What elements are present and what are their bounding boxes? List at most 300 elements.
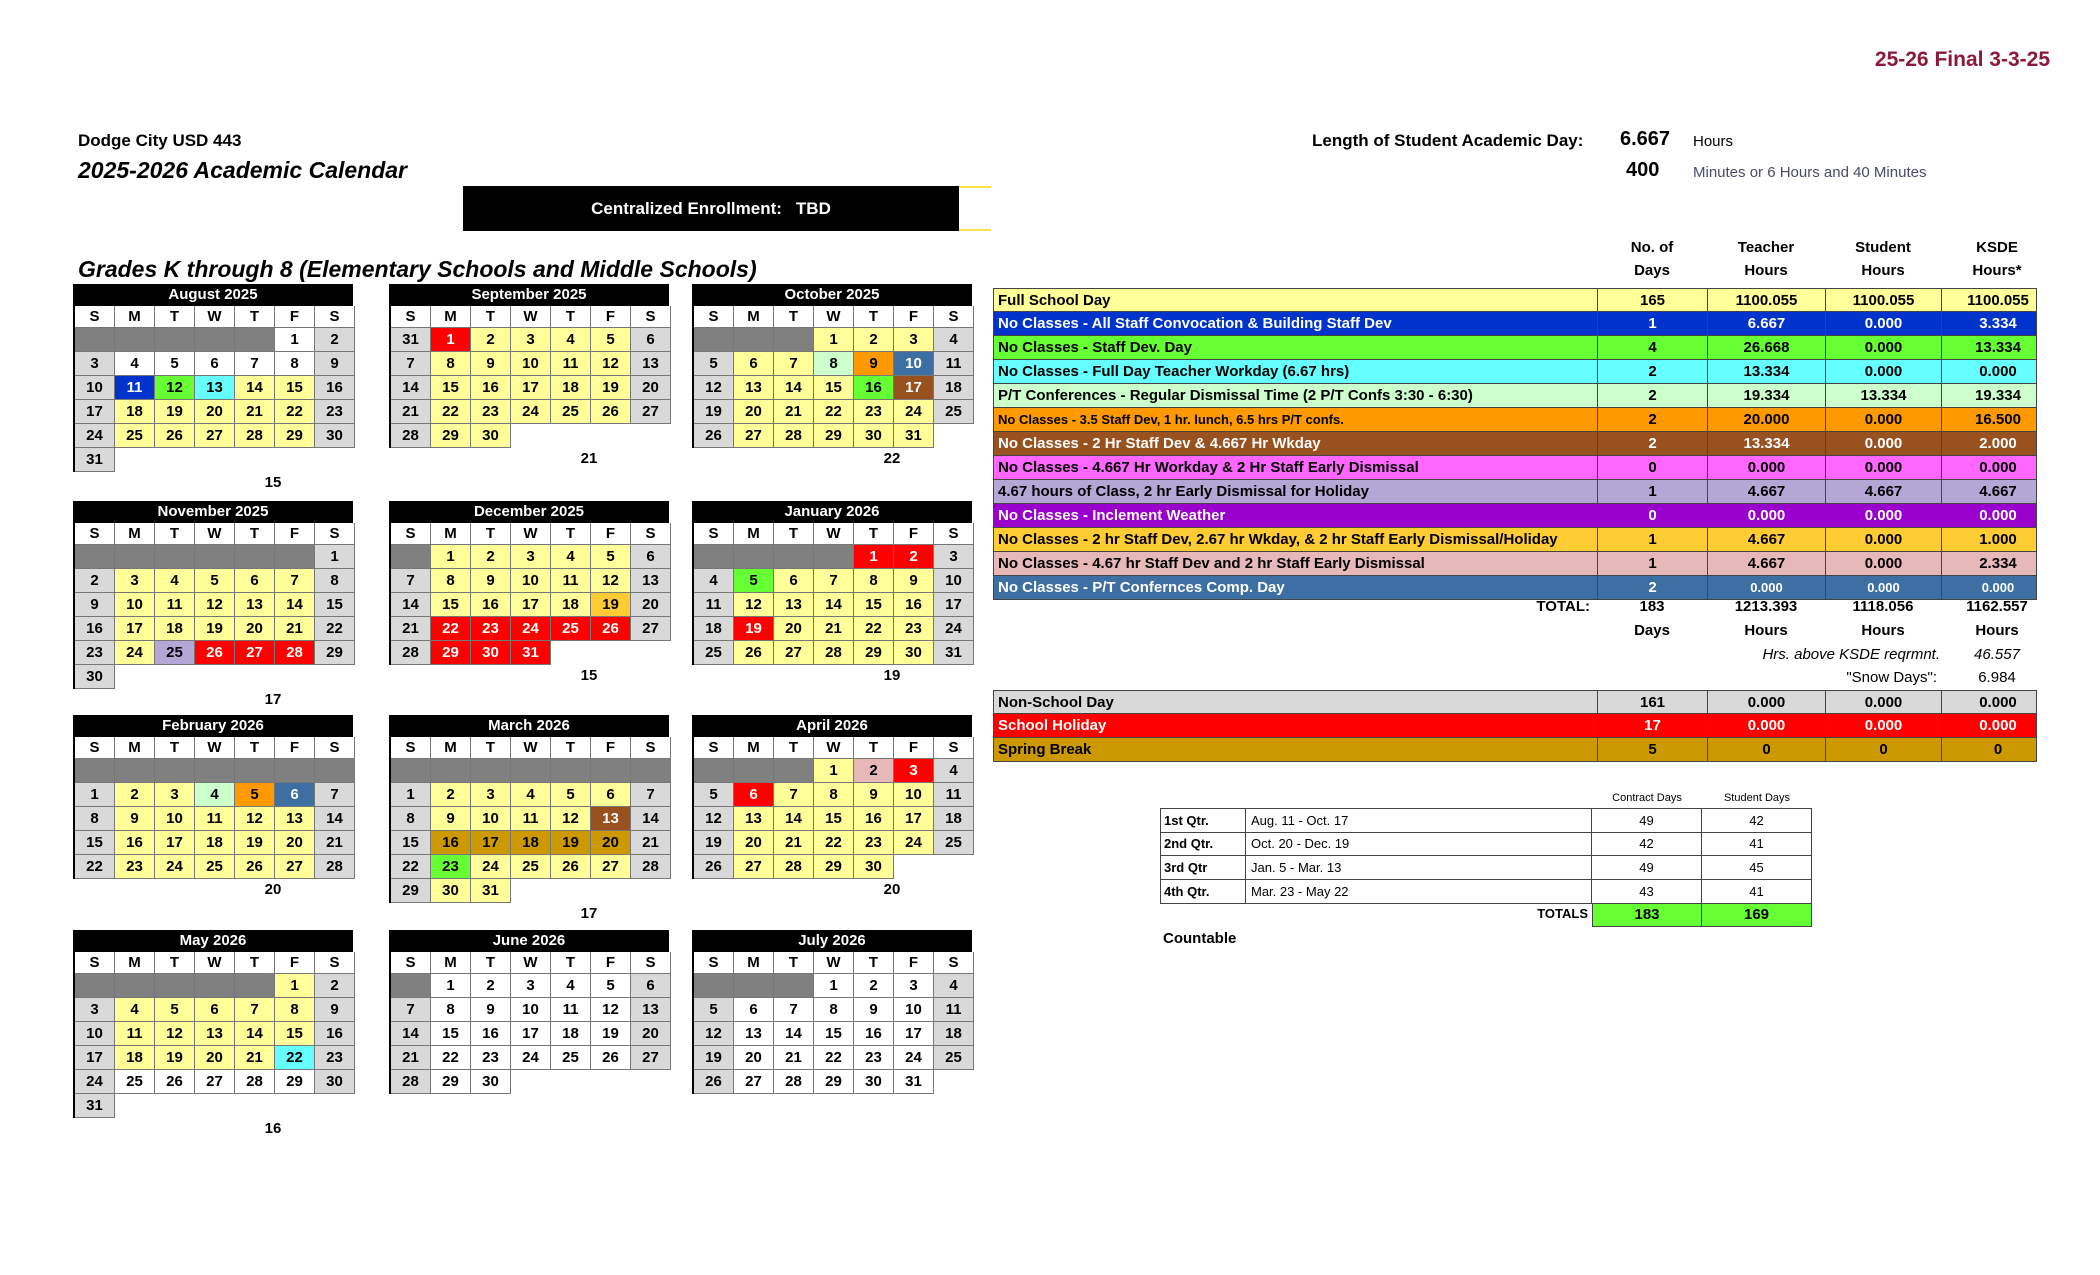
calendar-day: 29 bbox=[431, 424, 471, 448]
legend-label: P/T Conferences - Regular Dismissal Time (2 P/T Confs 3:30 - 6:30) bbox=[994, 384, 1598, 407]
month-title: March 2026 bbox=[389, 715, 669, 737]
calendar-day: 31 bbox=[471, 879, 511, 903]
calendar-day: 30 bbox=[315, 1070, 355, 1094]
month-title: August 2025 bbox=[73, 284, 353, 306]
legend-value: 0.000 bbox=[1708, 456, 1826, 479]
legend-value: 0.000 bbox=[1826, 312, 1942, 335]
calendar-day: 21 bbox=[814, 617, 854, 641]
calendar-day: 6 bbox=[774, 569, 814, 593]
calendar-day: 28 bbox=[631, 855, 671, 879]
calendar-day: 2 bbox=[854, 328, 894, 352]
grades-heading: Grades K through 8 (Elementary Schools and Middle Schools) bbox=[78, 256, 757, 282]
calendar-day: 12 bbox=[591, 998, 631, 1022]
quarter-dates: Oct. 20 - Dec. 19 bbox=[1246, 832, 1592, 856]
divider bbox=[959, 229, 991, 231]
empty-cell bbox=[511, 759, 551, 783]
weekday-header: S bbox=[315, 952, 355, 974]
month-calendar bbox=[389, 501, 669, 687]
legend-row bbox=[993, 528, 2037, 552]
calendar-day: 15 bbox=[814, 376, 854, 400]
calendar-day: 15 bbox=[431, 376, 471, 400]
calendar-day: 17 bbox=[511, 376, 551, 400]
legend-value: 6.667 bbox=[1708, 312, 1826, 335]
weekday-header: M bbox=[734, 306, 774, 328]
calendar-day: 2 bbox=[471, 974, 511, 998]
totals-label: TOTAL: bbox=[1536, 598, 1590, 615]
empty-cell bbox=[814, 545, 854, 569]
calendar-day: 18 bbox=[115, 1046, 155, 1070]
legend-value: 0.000 bbox=[1979, 717, 2017, 734]
month-grid bbox=[73, 952, 353, 1118]
weekday-header: T bbox=[854, 952, 894, 974]
legend-value: 1 bbox=[1598, 480, 1708, 503]
calendar-day: 22 bbox=[814, 400, 854, 424]
weekday-header: F bbox=[275, 952, 315, 974]
calendar-day: 15 bbox=[75, 831, 115, 855]
legend-value: 3.334 bbox=[1979, 315, 2017, 332]
calendar-day: 6 bbox=[235, 569, 275, 593]
calendar-day: 23 bbox=[894, 617, 934, 641]
calendar-day: 21 bbox=[315, 831, 355, 855]
month-grid bbox=[389, 952, 669, 1094]
legend-value: 20.000 bbox=[1708, 408, 1826, 431]
calendar-day: 20 bbox=[591, 831, 631, 855]
calendar-day: 7 bbox=[774, 998, 814, 1022]
calendar-day: 30 bbox=[471, 424, 511, 448]
calendar-day: 12 bbox=[694, 1022, 734, 1046]
calendar-day: 10 bbox=[75, 376, 115, 400]
legend-value: 1.000 bbox=[1979, 531, 2017, 548]
calendar-day: 25 bbox=[115, 424, 155, 448]
calendar-day: 30 bbox=[854, 1070, 894, 1094]
calendar-day: 14 bbox=[235, 376, 275, 400]
calendar-day: 17 bbox=[894, 807, 934, 831]
legend-value: 0 bbox=[1826, 738, 1942, 761]
calendar-day: 8 bbox=[814, 352, 854, 376]
month-grid bbox=[692, 737, 972, 879]
calendar-day: 17 bbox=[75, 400, 115, 424]
legend-label: No Classes - 4.667 Hr Workday & 2 Hr Staff Early Dismissal bbox=[994, 456, 1598, 479]
calendar-day: 16 bbox=[115, 831, 155, 855]
weekday-header: T bbox=[155, 952, 195, 974]
calendar-day: 10 bbox=[511, 998, 551, 1022]
calendar-day: 7 bbox=[391, 569, 431, 593]
calendar-day: 19 bbox=[155, 1046, 195, 1070]
calendar-day: 3 bbox=[115, 569, 155, 593]
quarters-total-contract: 183 bbox=[1592, 903, 1702, 927]
weekday-header: S bbox=[75, 952, 115, 974]
calendar-day: 28 bbox=[315, 855, 355, 879]
legend-label: No Classes - 4.67 hr Staff Dev and 2 hr Staff Early Dismissal bbox=[994, 552, 1598, 575]
month-title: September 2025 bbox=[389, 284, 669, 306]
calendar-day: 28 bbox=[275, 641, 315, 665]
countable-label: Countable bbox=[1163, 930, 1237, 947]
legend-value: 0.000 bbox=[1826, 456, 1942, 479]
legend-row bbox=[993, 576, 2037, 600]
calendar-day: 30 bbox=[854, 855, 894, 879]
calendar-day: 11 bbox=[511, 807, 551, 831]
quarter-name: 1st Qtr. bbox=[1160, 808, 1246, 833]
legend-value: 0.000 bbox=[1708, 504, 1826, 527]
calendar-day: 28 bbox=[774, 424, 814, 448]
calendar-day: 31 bbox=[894, 424, 934, 448]
calendar-day: 19 bbox=[694, 831, 734, 855]
calendar-day: 26 bbox=[155, 424, 195, 448]
legend-value: 2 bbox=[1598, 408, 1708, 431]
legend-label: Spring Break bbox=[994, 738, 1598, 761]
month-day-count: 22 bbox=[883, 450, 901, 467]
contract-days-header: Contract Days bbox=[1612, 792, 1682, 804]
calendar-day: 21 bbox=[275, 617, 315, 641]
divider bbox=[959, 186, 991, 188]
calendar-day: 24 bbox=[934, 617, 974, 641]
calendar-day: 9 bbox=[854, 998, 894, 1022]
calendar-day: 7 bbox=[275, 569, 315, 593]
month-calendar bbox=[389, 284, 669, 470]
calendar-day: 14 bbox=[391, 1022, 431, 1046]
calendar-day: 7 bbox=[814, 569, 854, 593]
calendar-day: 9 bbox=[471, 998, 511, 1022]
calendar-day: 31 bbox=[934, 641, 974, 665]
calendar-day: 6 bbox=[734, 998, 774, 1022]
calendar-day: 7 bbox=[235, 352, 275, 376]
quarters-table bbox=[1160, 808, 1812, 904]
legend-value: 2 bbox=[1598, 384, 1708, 407]
weekday-header: S bbox=[934, 306, 974, 328]
calendar-day: 23 bbox=[115, 855, 155, 879]
legend-value: 0 bbox=[1708, 738, 1826, 761]
calendar-day: 5 bbox=[591, 328, 631, 352]
calendar-day: 8 bbox=[431, 569, 471, 593]
empty-cell bbox=[275, 545, 315, 569]
totals-days-unit: Days bbox=[1634, 622, 1670, 639]
snow-days-label: "Snow Days": bbox=[1846, 669, 1937, 686]
calendar-day: 31 bbox=[75, 1094, 115, 1118]
quarter-name: 2nd Qtr. bbox=[1160, 832, 1246, 856]
calendar-day: 1 bbox=[854, 545, 894, 569]
month-calendar bbox=[73, 501, 353, 711]
weekday-header: T bbox=[235, 952, 275, 974]
calendar-day: 10 bbox=[934, 569, 974, 593]
weekday-header: T bbox=[235, 306, 275, 328]
empty-cell bbox=[155, 974, 195, 998]
month-grid bbox=[692, 952, 972, 1094]
calendar-day: 14 bbox=[315, 807, 355, 831]
legend-label: No Classes - P/T Confernces Comp. Day bbox=[994, 576, 1598, 599]
weekday-header: F bbox=[591, 523, 631, 545]
calendar-day: 8 bbox=[391, 807, 431, 831]
calendar-day: 14 bbox=[275, 593, 315, 617]
calendar-day: 11 bbox=[934, 783, 974, 807]
weekday-header: W bbox=[511, 523, 551, 545]
calendar-day: 23 bbox=[315, 400, 355, 424]
month-grid bbox=[389, 523, 669, 665]
day-length-hours: 6.667 bbox=[1620, 128, 1671, 150]
weekday-header: T bbox=[155, 306, 195, 328]
calendar-day: 14 bbox=[774, 376, 814, 400]
calendar-day: 18 bbox=[115, 400, 155, 424]
legend-value: 0.000 bbox=[1826, 691, 1942, 713]
legend-row bbox=[993, 690, 2037, 714]
calendar-day: 2 bbox=[75, 569, 115, 593]
weekday-header: T bbox=[471, 306, 511, 328]
legend-row bbox=[993, 552, 2037, 576]
legend-value: 13.334 bbox=[1708, 432, 1826, 455]
calendar-day: 3 bbox=[894, 328, 934, 352]
above-ksde-label: Hrs. above KSDE reqrmnt. bbox=[1762, 646, 1940, 663]
weekday-header: T bbox=[774, 523, 814, 545]
calendar-day: 23 bbox=[854, 1046, 894, 1070]
quarter-contract-days: 49 bbox=[1592, 856, 1702, 880]
calendar-day: 21 bbox=[235, 400, 275, 424]
calendar-day: 3 bbox=[75, 998, 115, 1022]
weekday-header: T bbox=[471, 952, 511, 974]
calendar-day: 5 bbox=[694, 352, 734, 376]
calendar-day: 14 bbox=[774, 807, 814, 831]
weekday-header: T bbox=[774, 306, 814, 328]
legend-value: 0.000 bbox=[1979, 694, 2017, 711]
legend-value: 17 bbox=[1598, 714, 1708, 737]
legend-value: 165 bbox=[1598, 289, 1708, 311]
legend-row bbox=[993, 408, 2037, 432]
legend-value: 13.334 bbox=[1826, 384, 1942, 407]
calendar-day: 24 bbox=[75, 424, 115, 448]
empty-cell bbox=[115, 974, 155, 998]
month-day-count: 16 bbox=[264, 1120, 282, 1137]
month-title: October 2025 bbox=[692, 284, 972, 306]
legend-value: 4.667 bbox=[1826, 480, 1942, 503]
month-calendar bbox=[692, 930, 972, 1116]
calendar-day: 16 bbox=[854, 376, 894, 400]
calendar-day: 16 bbox=[894, 593, 934, 617]
legend-row bbox=[993, 360, 2037, 384]
empty-cell bbox=[391, 974, 431, 998]
calendar-day: 1 bbox=[431, 545, 471, 569]
calendar-day: 9 bbox=[431, 807, 471, 831]
calendar-day: 28 bbox=[235, 1070, 275, 1094]
calendar-day: 22 bbox=[75, 855, 115, 879]
weekday-header: S bbox=[391, 306, 431, 328]
calendar-day: 13 bbox=[734, 807, 774, 831]
month-day-count: 17 bbox=[580, 905, 598, 922]
calendar-day: 15 bbox=[391, 831, 431, 855]
calendar-day: 13 bbox=[195, 376, 235, 400]
calendar-day: 20 bbox=[631, 376, 671, 400]
calendar-day: 6 bbox=[591, 783, 631, 807]
weekday-header: T bbox=[854, 737, 894, 759]
month-title: June 2026 bbox=[389, 930, 669, 952]
calendar-day: 20 bbox=[235, 617, 275, 641]
calendar-day: 16 bbox=[854, 807, 894, 831]
empty-cell bbox=[391, 545, 431, 569]
weekday-header: T bbox=[155, 523, 195, 545]
legend-value: 0.000 bbox=[1826, 336, 1942, 359]
calendar-day: 11 bbox=[934, 352, 974, 376]
legend-value: 0.000 bbox=[1708, 714, 1826, 737]
weekday-header: T bbox=[551, 952, 591, 974]
calendar-day: 13 bbox=[275, 807, 315, 831]
month-grid bbox=[73, 523, 353, 689]
calendar-day: 29 bbox=[275, 424, 315, 448]
calendar-day: 18 bbox=[934, 807, 974, 831]
calendar-day: 17 bbox=[894, 1022, 934, 1046]
calendar-day: 30 bbox=[431, 879, 471, 903]
calendar-day: 19 bbox=[551, 831, 591, 855]
legend-value: 2.334 bbox=[1979, 555, 2017, 572]
weekday-header: W bbox=[814, 737, 854, 759]
calendar-day: 21 bbox=[235, 1046, 275, 1070]
quarter-student-days: 41 bbox=[1702, 880, 1812, 904]
quarter-row bbox=[1160, 856, 1812, 880]
legend-value: 0.000 bbox=[1826, 552, 1942, 575]
calendar-day: 11 bbox=[694, 593, 734, 617]
empty-cell bbox=[155, 759, 195, 783]
legend-value: 19.334 bbox=[1708, 384, 1826, 407]
calendar-day: 9 bbox=[315, 998, 355, 1022]
calendar-day: 10 bbox=[894, 783, 934, 807]
legend-label: Non-School Day bbox=[994, 691, 1598, 713]
calendar-day: 29 bbox=[431, 1070, 471, 1094]
calendar-day: 22 bbox=[431, 1046, 471, 1070]
legend-value: 0.000 bbox=[1826, 408, 1942, 431]
calendar-day: 31 bbox=[75, 448, 115, 472]
month-grid bbox=[692, 523, 972, 665]
weekday-header: T bbox=[551, 737, 591, 759]
month-title: November 2025 bbox=[73, 501, 353, 523]
calendar-day: 13 bbox=[734, 1022, 774, 1046]
calendar-day: 22 bbox=[391, 855, 431, 879]
weekday-header: F bbox=[275, 523, 315, 545]
calendar-day: 5 bbox=[235, 783, 275, 807]
legend-value: 161 bbox=[1598, 691, 1708, 713]
legend-value: 0.000 bbox=[1979, 363, 2017, 380]
quarter-dates: Jan. 5 - Mar. 13 bbox=[1246, 856, 1592, 880]
quarter-student-days: 42 bbox=[1702, 808, 1812, 833]
calendar-day: 27 bbox=[195, 424, 235, 448]
calendar-day: 4 bbox=[551, 328, 591, 352]
calendar-day: 14 bbox=[814, 593, 854, 617]
calendar-day: 13 bbox=[631, 998, 671, 1022]
day-length-hours-unit: Hours bbox=[1693, 133, 1734, 150]
calendar-day: 30 bbox=[894, 641, 934, 665]
legend-row bbox=[993, 480, 2037, 504]
weekday-header: T bbox=[774, 737, 814, 759]
calendar-day: 11 bbox=[115, 376, 155, 400]
calendar-day: 30 bbox=[315, 424, 355, 448]
weekday-header: W bbox=[814, 306, 854, 328]
calendar-day: 17 bbox=[894, 376, 934, 400]
calendar-day: 15 bbox=[814, 1022, 854, 1046]
calendar-day: 25 bbox=[551, 400, 591, 424]
calendar-day: 18 bbox=[934, 376, 974, 400]
calendar-day: 11 bbox=[551, 998, 591, 1022]
weekday-header: S bbox=[631, 306, 671, 328]
calendar-day: 12 bbox=[235, 807, 275, 831]
calendar-day: 18 bbox=[551, 593, 591, 617]
calendar-day: 17 bbox=[75, 1046, 115, 1070]
calendar-day: 28 bbox=[235, 424, 275, 448]
legend-value: 5 bbox=[1598, 738, 1708, 761]
calendar-day: 1 bbox=[431, 974, 471, 998]
calendar-day: 13 bbox=[235, 593, 275, 617]
weekday-header: W bbox=[511, 737, 551, 759]
calendar-day: 13 bbox=[591, 807, 631, 831]
calendar-day: 8 bbox=[275, 998, 315, 1022]
calendar-day: 27 bbox=[631, 617, 671, 641]
header-days: No. of Days bbox=[1630, 239, 1674, 279]
empty-cell bbox=[235, 759, 275, 783]
empty-cell bbox=[235, 545, 275, 569]
calendar-day: 2 bbox=[315, 328, 355, 352]
calendar-day: 17 bbox=[155, 831, 195, 855]
weekday-header: S bbox=[934, 737, 974, 759]
calendar-day: 29 bbox=[275, 1070, 315, 1094]
calendar-day: 4 bbox=[551, 974, 591, 998]
weekday-header: S bbox=[631, 737, 671, 759]
calendar-day: 25 bbox=[155, 641, 195, 665]
calendar-day: 10 bbox=[471, 807, 511, 831]
calendar-day: 23 bbox=[471, 617, 511, 641]
weekday-header: W bbox=[195, 306, 235, 328]
page-title: 2025-2026 Academic Calendar bbox=[78, 157, 408, 183]
weekday-header: F bbox=[591, 737, 631, 759]
enrollment-value: TBD bbox=[795, 198, 831, 218]
calendar-day: 24 bbox=[75, 1070, 115, 1094]
calendar-day: 3 bbox=[471, 783, 511, 807]
calendar-day: 12 bbox=[694, 807, 734, 831]
legend-value: 0.000 bbox=[1826, 714, 1942, 737]
month-calendar bbox=[73, 930, 353, 1140]
calendar-day: 21 bbox=[391, 400, 431, 424]
calendar-day: 26 bbox=[591, 617, 631, 641]
calendar-day: 15 bbox=[431, 593, 471, 617]
calendar-day: 16 bbox=[75, 617, 115, 641]
month-day-count bbox=[549, 1094, 629, 1116]
legend-value: 2 bbox=[1598, 576, 1708, 599]
calendar-day: 24 bbox=[471, 855, 511, 879]
legend-label: No Classes - 2 hr Staff Dev, 2.67 hr Wkday, & 2 hr Staff Early Dismissal/Holiday bbox=[994, 528, 1598, 551]
weekday-header: S bbox=[75, 737, 115, 759]
weekday-header: S bbox=[315, 523, 355, 545]
calendar-day: 27 bbox=[235, 641, 275, 665]
weekday-header: W bbox=[195, 523, 235, 545]
calendar-day: 19 bbox=[734, 617, 774, 641]
legend-label: Full School Day bbox=[994, 289, 1598, 311]
legend-value: 16.500 bbox=[1975, 411, 2021, 428]
legend-value: 2.000 bbox=[1979, 435, 2017, 452]
calendar-day: 17 bbox=[511, 593, 551, 617]
weekday-header: S bbox=[934, 952, 974, 974]
calendar-day: 5 bbox=[591, 974, 631, 998]
weekday-header: S bbox=[631, 952, 671, 974]
calendar-day: 18 bbox=[155, 617, 195, 641]
calendar-day: 12 bbox=[155, 376, 195, 400]
calendar-day: 28 bbox=[391, 1070, 431, 1094]
calendar-day: 8 bbox=[431, 352, 471, 376]
weekday-header: S bbox=[694, 952, 734, 974]
empty-cell bbox=[391, 759, 431, 783]
calendar-day: 4 bbox=[115, 998, 155, 1022]
calendar-day: 20 bbox=[275, 831, 315, 855]
empty-cell bbox=[471, 759, 511, 783]
calendar-day: 28 bbox=[391, 641, 431, 665]
empty-cell bbox=[694, 545, 734, 569]
empty-cell bbox=[315, 759, 355, 783]
calendar-day: 14 bbox=[774, 1022, 814, 1046]
calendar-day: 5 bbox=[551, 783, 591, 807]
legend-label: No Classes - Inclement Weather bbox=[994, 504, 1598, 527]
legend-row bbox=[993, 456, 2037, 480]
